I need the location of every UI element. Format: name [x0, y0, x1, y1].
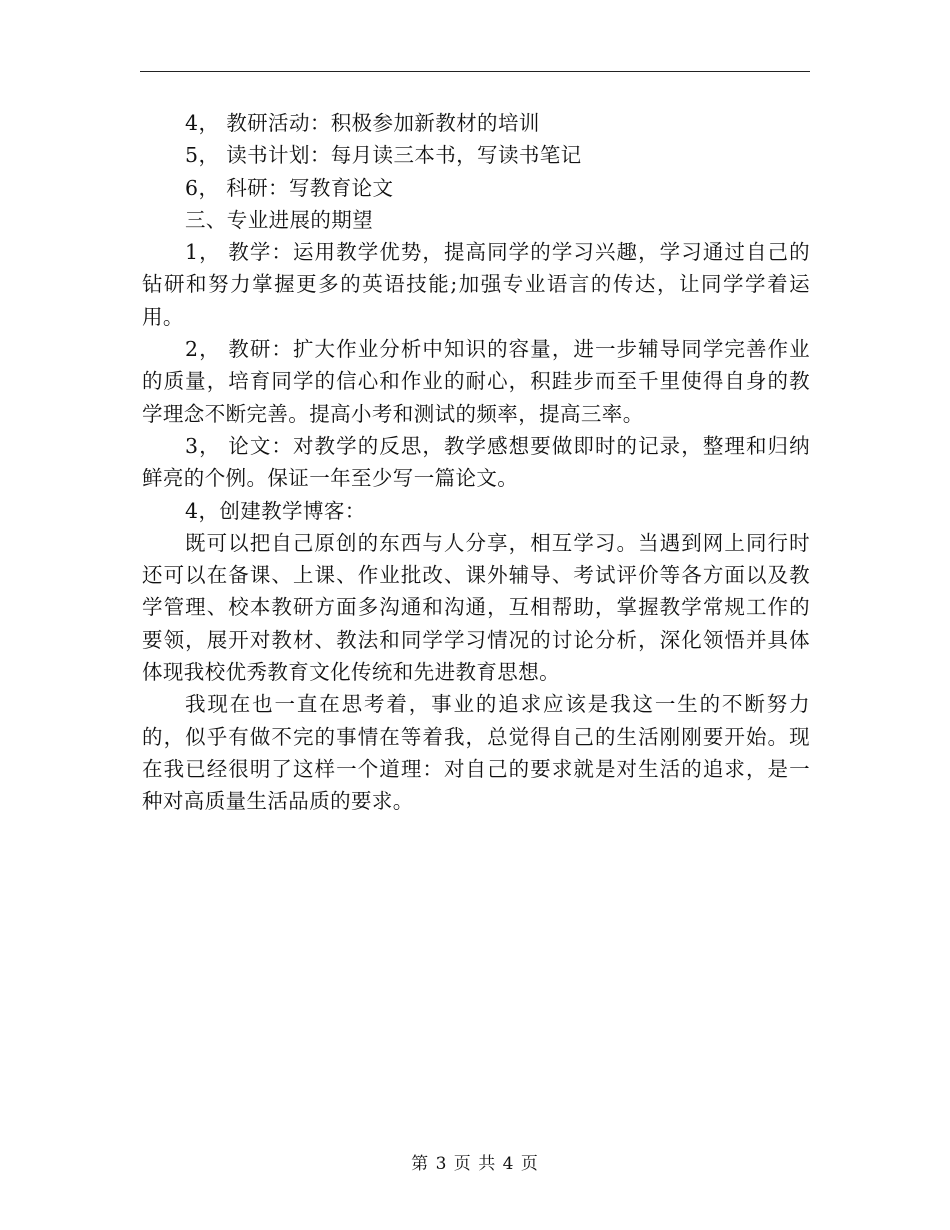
- header-rule: [140, 71, 810, 72]
- list-item-teaching-blog: 4，创建教学博客：: [185, 498, 366, 523]
- paragraph-teaching-research: 2， 教研：扩大作业分析中知识的容量，进一步辅导同学完善作业的质量，培育同学的信心和作业的耐心，积跬步而至千里使得自身的教学理念不断完善。提高小考和测试的频率，提高三率。: [142, 337, 810, 426]
- list-item-research: 6， 科研：写教育论文: [185, 175, 394, 200]
- section-heading: 三、专业进展的期望: [185, 207, 374, 232]
- list-item-reading-plan: 5， 读书计划：每月读三本书，写读书笔记: [185, 143, 582, 168]
- paragraph-blog-description: 既可以把自己原创的东西与人分享，相互学习。当遇到网上同行时还可以在备课、上课、作业批改、课外辅导、考试评价等各方面以及教学管理、校本教研方面多沟通和沟通，互相帮助，掌握教学常规工作的要领，展开对教材、教法和同学学习情况的讨论分析，深化领悟并具体体现我校优秀教育文化传统和先进教育思想。: [142, 530, 810, 685]
- document-body: [142, 107, 810, 818]
- page-number: 第 3 页 共 4 页: [411, 1154, 539, 1174]
- paragraph-thesis: 3， 论文：对教学的反思，教学感想要做即时的记录，整理和归纳鲜亮的个例。保证一年至少写一篇论文。: [142, 433, 810, 491]
- list-item-teaching-research-activity: 4， 教研活动：积极参加新教材的培训: [185, 111, 540, 135]
- page-footer: [0, 1152, 950, 1176]
- paragraph-teaching: 1， 教学：运用教学优势，提高同学的学习兴趣，学习通过自己的钻研和努力掌握更多的英语技能;加强专业语言的传达，让同学学着运用。: [142, 240, 810, 329]
- paragraph-reflection: 我现在也一直在思考着，事业的追求应该是我这一生的不断努力的，似乎有做不完的事情在等着我，总觉得自己的生活刚刚要开始。现在我已经很明了这样一个道理：对自己的要求就是对生活的追求，是一种对高质量生活品质的要求。: [142, 692, 810, 814]
